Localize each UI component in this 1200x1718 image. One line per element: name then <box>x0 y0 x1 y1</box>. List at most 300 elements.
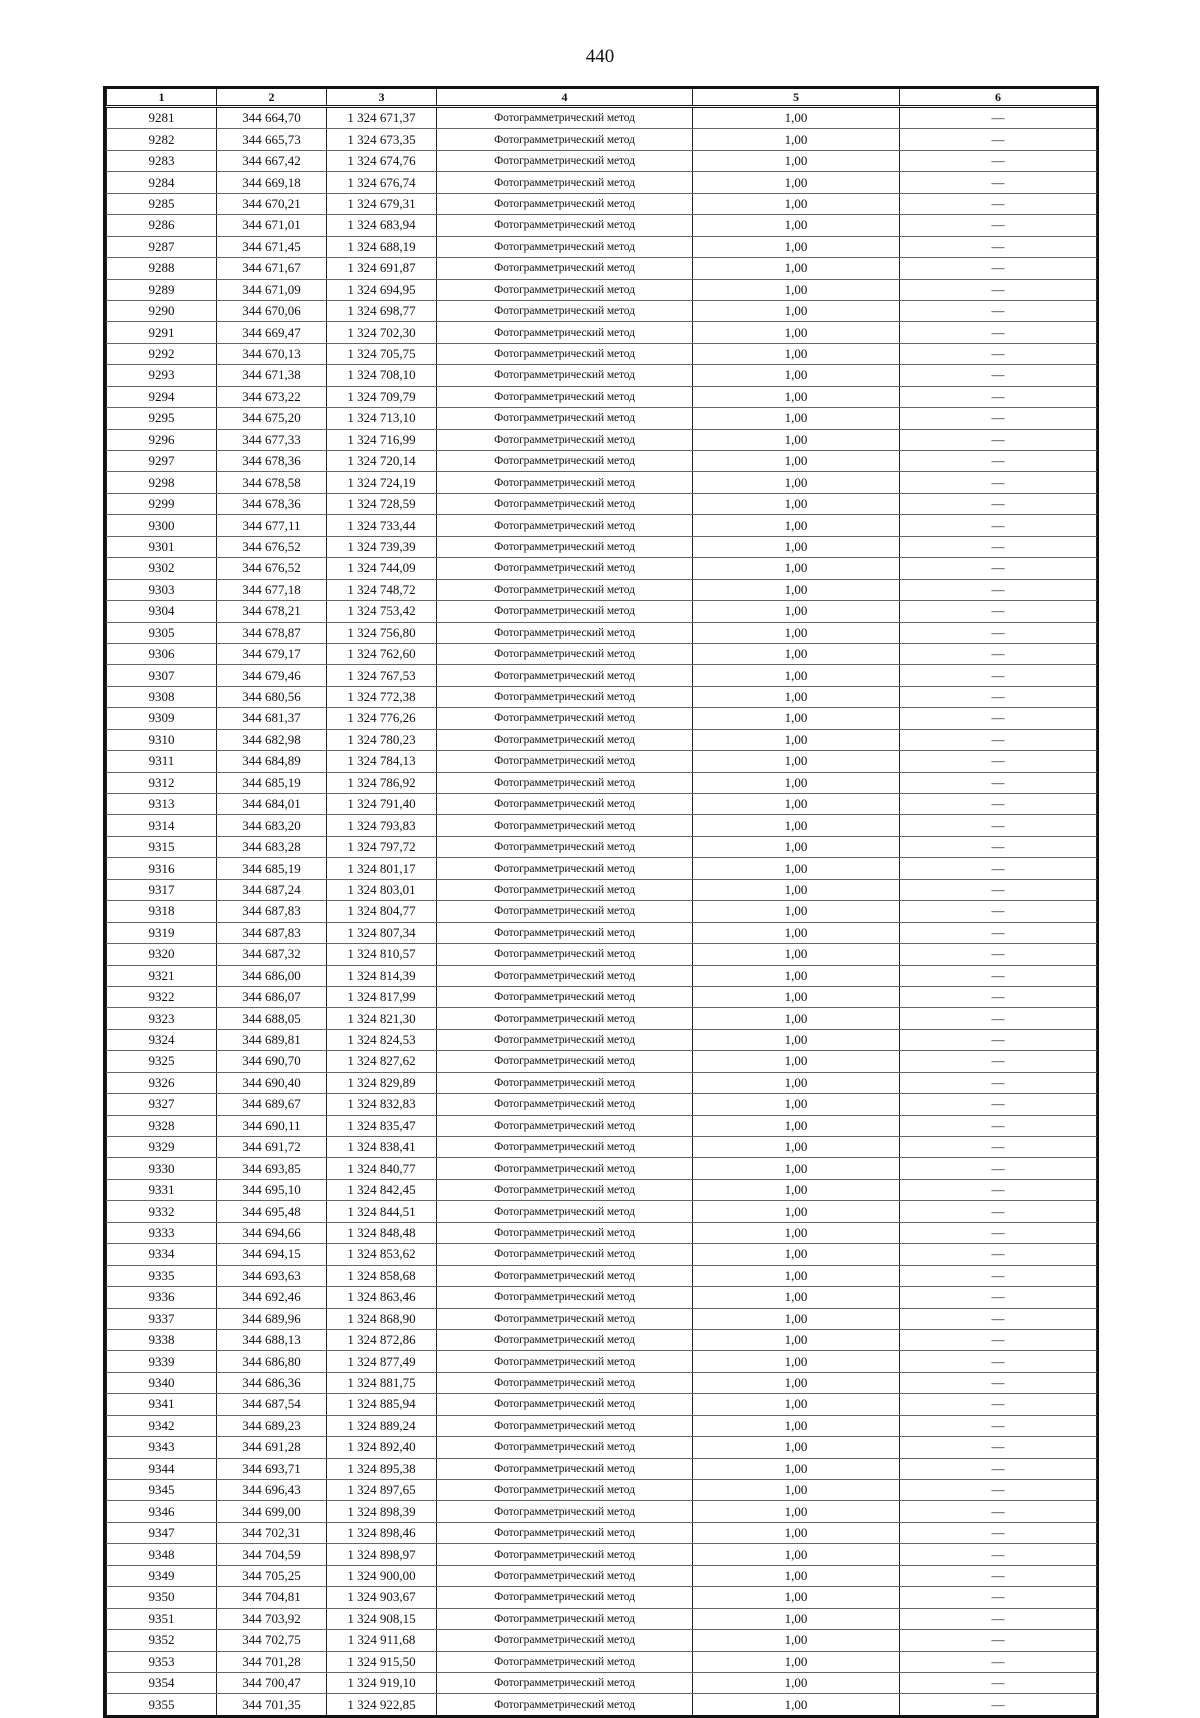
point-number-cell: 9353 <box>107 1651 217 1672</box>
method-cell: Фотограмметрический метод <box>437 1608 693 1629</box>
precision-cell: 1,00 <box>693 944 900 965</box>
point-number-cell: 9334 <box>107 1244 217 1265</box>
point-number-cell: 9313 <box>107 794 217 815</box>
table-row <box>107 944 1097 965</box>
point-number-cell: 9316 <box>107 858 217 879</box>
description-cell: — <box>900 986 1097 1007</box>
y-coordinate-cell: 1 324 898,97 <box>327 1544 437 1565</box>
precision-cell: 1,00 <box>693 901 900 922</box>
precision-cell: 1,00 <box>693 472 900 493</box>
table-row <box>107 665 1097 686</box>
method-cell: Фотограмметрический метод <box>437 279 693 300</box>
point-number-cell: 9344 <box>107 1458 217 1479</box>
method-cell: Фотограмметрический метод <box>437 858 693 879</box>
x-coordinate-cell: 344 693,85 <box>217 1158 327 1179</box>
point-number-cell: 9283 <box>107 150 217 171</box>
precision-cell: 1,00 <box>693 408 900 429</box>
y-coordinate-cell: 1 324 733,44 <box>327 515 437 536</box>
table-row <box>107 729 1097 750</box>
x-coordinate-cell: 344 703,92 <box>217 1608 327 1629</box>
x-coordinate-cell: 344 705,25 <box>217 1565 327 1586</box>
x-coordinate-cell: 344 665,73 <box>217 129 327 150</box>
method-cell: Фотограмметрический метод <box>437 1630 693 1651</box>
y-coordinate-cell: 1 324 791,40 <box>327 794 437 815</box>
point-number-cell: 9306 <box>107 643 217 664</box>
description-cell: — <box>900 815 1097 836</box>
description-cell: — <box>900 944 1097 965</box>
x-coordinate-cell: 344 670,21 <box>217 193 327 214</box>
x-coordinate-cell: 344 692,46 <box>217 1287 327 1308</box>
point-number-cell: 9286 <box>107 215 217 236</box>
method-cell: Фотограмметрический метод <box>437 686 693 707</box>
precision-cell: 1,00 <box>693 965 900 986</box>
y-coordinate-cell: 1 324 756,80 <box>327 622 437 643</box>
description-cell: — <box>900 193 1097 214</box>
table-row <box>107 1029 1097 1050</box>
x-coordinate-cell: 344 679,46 <box>217 665 327 686</box>
table-row <box>107 1072 1097 1093</box>
description-cell: — <box>900 1372 1097 1393</box>
description-cell: — <box>900 1137 1097 1158</box>
table-row <box>107 193 1097 214</box>
table-row <box>107 1415 1097 1436</box>
precision-cell: 1,00 <box>693 1608 900 1629</box>
description-cell: — <box>900 772 1097 793</box>
point-number-cell: 9324 <box>107 1029 217 1050</box>
precision-cell: 1,00 <box>693 558 900 579</box>
precision-cell: 1,00 <box>693 1008 900 1029</box>
y-coordinate-cell: 1 324 872,86 <box>327 1329 437 1350</box>
point-number-cell: 9352 <box>107 1630 217 1651</box>
column-header-3: 3 <box>327 89 437 107</box>
method-cell: Фотограмметрический метод <box>437 1179 693 1200</box>
table-row <box>107 1329 1097 1350</box>
y-coordinate-cell: 1 324 744,09 <box>327 558 437 579</box>
y-coordinate-cell: 1 324 897,65 <box>327 1480 437 1501</box>
point-number-cell: 9340 <box>107 1372 217 1393</box>
y-coordinate-cell: 1 324 683,94 <box>327 215 437 236</box>
description-cell: — <box>900 708 1097 729</box>
x-coordinate-cell: 344 669,18 <box>217 172 327 193</box>
method-cell: Фотограмметрический метод <box>437 622 693 643</box>
point-number-cell: 9295 <box>107 408 217 429</box>
x-coordinate-cell: 344 687,54 <box>217 1394 327 1415</box>
y-coordinate-cell: 1 324 801,17 <box>327 858 437 879</box>
y-coordinate-cell: 1 324 898,39 <box>327 1501 437 1522</box>
precision-cell: 1,00 <box>693 172 900 193</box>
point-number-cell: 9322 <box>107 986 217 1007</box>
table-row <box>107 815 1097 836</box>
description-cell: — <box>900 1608 1097 1629</box>
description-cell: — <box>900 1458 1097 1479</box>
precision-cell: 1,00 <box>693 1587 900 1608</box>
x-coordinate-cell: 344 687,83 <box>217 901 327 922</box>
table-header <box>107 89 1097 107</box>
table-row <box>107 1651 1097 1672</box>
description-cell: — <box>900 536 1097 557</box>
point-number-cell: 9288 <box>107 258 217 279</box>
y-coordinate-cell: 1 324 810,57 <box>327 944 437 965</box>
description-cell: — <box>900 451 1097 472</box>
point-number-cell: 9354 <box>107 1672 217 1693</box>
table-row <box>107 493 1097 514</box>
y-coordinate-cell: 1 324 903,67 <box>327 1587 437 1608</box>
precision-cell: 1,00 <box>693 879 900 900</box>
precision-cell: 1,00 <box>693 1372 900 1393</box>
table-body <box>107 107 1097 1715</box>
column-header-5: 5 <box>693 89 900 107</box>
point-number-cell: 9298 <box>107 472 217 493</box>
method-cell: Фотограмметрический метод <box>437 322 693 343</box>
description-cell: — <box>900 1201 1097 1222</box>
table-row <box>107 1394 1097 1415</box>
method-cell: Фотограмметрический метод <box>437 1072 693 1093</box>
description-cell: — <box>900 429 1097 450</box>
method-cell: Фотограмметрический метод <box>437 601 693 622</box>
x-coordinate-cell: 344 682,98 <box>217 729 327 750</box>
point-number-cell: 9310 <box>107 729 217 750</box>
method-cell: Фотограмметрический метод <box>437 1480 693 1501</box>
table-row <box>107 1115 1097 1136</box>
x-coordinate-cell: 344 673,22 <box>217 386 327 407</box>
y-coordinate-cell: 1 324 793,83 <box>327 815 437 836</box>
point-number-cell: 9315 <box>107 836 217 857</box>
table-row <box>107 1265 1097 1286</box>
y-coordinate-cell: 1 324 889,24 <box>327 1415 437 1436</box>
method-cell: Фотограмметрический метод <box>437 1351 693 1372</box>
description-cell: — <box>900 300 1097 321</box>
y-coordinate-cell: 1 324 838,41 <box>327 1137 437 1158</box>
description-cell: — <box>900 1008 1097 1029</box>
description-cell: — <box>900 858 1097 879</box>
y-coordinate-cell: 1 324 842,45 <box>327 1179 437 1200</box>
method-cell: Фотограмметрический метод <box>437 729 693 750</box>
point-number-cell: 9285 <box>107 193 217 214</box>
point-number-cell: 9328 <box>107 1115 217 1136</box>
point-number-cell: 9331 <box>107 1179 217 1200</box>
table-row <box>107 1179 1097 1200</box>
x-coordinate-cell: 344 669,47 <box>217 322 327 343</box>
x-coordinate-cell: 344 670,06 <box>217 300 327 321</box>
x-coordinate-cell: 344 686,00 <box>217 965 327 986</box>
method-cell: Фотограмметрический метод <box>437 1008 693 1029</box>
x-coordinate-cell: 344 701,35 <box>217 1694 327 1715</box>
method-cell: Фотограмметрический метод <box>437 1522 693 1543</box>
description-cell: — <box>900 665 1097 686</box>
point-number-cell: 9291 <box>107 322 217 343</box>
method-cell: Фотограмметрический метод <box>437 515 693 536</box>
precision-cell: 1,00 <box>693 215 900 236</box>
precision-cell: 1,00 <box>693 1179 900 1200</box>
method-cell: Фотограмметрический метод <box>437 1458 693 1479</box>
method-cell: Фотограмметрический метод <box>437 150 693 171</box>
table-row <box>107 107 1097 129</box>
method-cell: Фотограмметрический метод <box>437 665 693 686</box>
method-cell: Фотограмметрический метод <box>437 258 693 279</box>
x-coordinate-cell: 344 687,83 <box>217 922 327 943</box>
y-coordinate-cell: 1 324 784,13 <box>327 751 437 772</box>
description-cell: — <box>900 365 1097 386</box>
point-number-cell: 9332 <box>107 1201 217 1222</box>
precision-cell: 1,00 <box>693 729 900 750</box>
point-number-cell: 9329 <box>107 1137 217 1158</box>
y-coordinate-cell: 1 324 753,42 <box>327 601 437 622</box>
description-cell: — <box>900 686 1097 707</box>
method-cell: Фотограмметрический метод <box>437 1244 693 1265</box>
table-row <box>107 1372 1097 1393</box>
precision-cell: 1,00 <box>693 1329 900 1350</box>
table-row <box>107 279 1097 300</box>
method-cell: Фотограмметрический метод <box>437 965 693 986</box>
point-number-cell: 9355 <box>107 1694 217 1715</box>
method-cell: Фотограмметрический метод <box>437 986 693 1007</box>
table-row <box>107 515 1097 536</box>
x-coordinate-cell: 344 686,80 <box>217 1351 327 1372</box>
x-coordinate-cell: 344 687,24 <box>217 879 327 900</box>
y-coordinate-cell: 1 324 720,14 <box>327 451 437 472</box>
point-number-cell: 9351 <box>107 1608 217 1629</box>
x-coordinate-cell: 344 667,42 <box>217 150 327 171</box>
y-coordinate-cell: 1 324 827,62 <box>327 1051 437 1072</box>
description-cell: — <box>900 1029 1097 1050</box>
table-row <box>107 772 1097 793</box>
x-coordinate-cell: 344 689,67 <box>217 1094 327 1115</box>
precision-cell: 1,00 <box>693 322 900 343</box>
point-number-cell: 9333 <box>107 1222 217 1243</box>
description-cell: — <box>900 901 1097 922</box>
point-number-cell: 9317 <box>107 879 217 900</box>
precision-cell: 1,00 <box>693 1072 900 1093</box>
method-cell: Фотограмметрический метод <box>437 1672 693 1693</box>
x-coordinate-cell: 344 679,17 <box>217 643 327 664</box>
precision-cell: 1,00 <box>693 365 900 386</box>
method-cell: Фотограмметрический метод <box>437 1265 693 1286</box>
point-number-cell: 9305 <box>107 622 217 643</box>
table-row <box>107 1694 1097 1715</box>
table-row <box>107 1008 1097 1029</box>
precision-cell: 1,00 <box>693 1630 900 1651</box>
table-row <box>107 1608 1097 1629</box>
y-coordinate-cell: 1 324 803,01 <box>327 879 437 900</box>
description-cell: — <box>900 1329 1097 1350</box>
point-number-cell: 9297 <box>107 451 217 472</box>
x-coordinate-cell: 344 693,63 <box>217 1265 327 1286</box>
description-cell: — <box>900 258 1097 279</box>
precision-cell: 1,00 <box>693 429 900 450</box>
precision-cell: 1,00 <box>693 643 900 664</box>
precision-cell: 1,00 <box>693 536 900 557</box>
x-coordinate-cell: 344 693,71 <box>217 1458 327 1479</box>
y-coordinate-cell: 1 324 676,74 <box>327 172 437 193</box>
description-cell: — <box>900 215 1097 236</box>
table-row <box>107 965 1097 986</box>
description-cell: — <box>900 1051 1097 1072</box>
table-row <box>107 1137 1097 1158</box>
y-coordinate-cell: 1 324 748,72 <box>327 579 437 600</box>
method-cell: Фотограмметрический метод <box>437 107 693 129</box>
method-cell: Фотограмметрический метод <box>437 1565 693 1586</box>
y-coordinate-cell: 1 324 868,90 <box>327 1308 437 1329</box>
precision-cell: 1,00 <box>693 794 900 815</box>
x-coordinate-cell: 344 677,11 <box>217 515 327 536</box>
description-cell: — <box>900 1179 1097 1200</box>
x-coordinate-cell: 344 696,43 <box>217 1480 327 1501</box>
description-cell: — <box>900 1651 1097 1672</box>
y-coordinate-cell: 1 324 772,38 <box>327 686 437 707</box>
table-row <box>107 300 1097 321</box>
method-cell: Фотограмметрический метод <box>437 1694 693 1715</box>
method-cell: Фотограмметрический метод <box>437 451 693 472</box>
precision-cell: 1,00 <box>693 986 900 1007</box>
y-coordinate-cell: 1 324 832,83 <box>327 1094 437 1115</box>
point-number-cell: 9350 <box>107 1587 217 1608</box>
precision-cell: 1,00 <box>693 1094 900 1115</box>
y-coordinate-cell: 1 324 698,77 <box>327 300 437 321</box>
table-row <box>107 751 1097 772</box>
method-cell: Фотограмметрический метод <box>437 408 693 429</box>
precision-cell: 1,00 <box>693 751 900 772</box>
method-cell: Фотограмметрический метод <box>437 836 693 857</box>
table-row <box>107 1201 1097 1222</box>
description-cell: — <box>900 107 1097 129</box>
description-cell: — <box>900 472 1097 493</box>
table-row <box>107 258 1097 279</box>
description-cell: — <box>900 236 1097 257</box>
point-number-cell: 9330 <box>107 1158 217 1179</box>
x-coordinate-cell: 344 688,13 <box>217 1329 327 1350</box>
y-coordinate-cell: 1 324 858,68 <box>327 1265 437 1286</box>
table-row <box>107 879 1097 900</box>
method-cell: Фотограмметрический метод <box>437 1287 693 1308</box>
y-coordinate-cell: 1 324 797,72 <box>327 836 437 857</box>
y-coordinate-cell: 1 324 829,89 <box>327 1072 437 1093</box>
method-cell: Фотограмметрический метод <box>437 1051 693 1072</box>
table-row <box>107 1094 1097 1115</box>
method-cell: Фотограмметрический метод <box>437 794 693 815</box>
x-coordinate-cell: 344 680,56 <box>217 686 327 707</box>
y-coordinate-cell: 1 324 853,62 <box>327 1244 437 1265</box>
method-cell: Фотограмметрический метод <box>437 944 693 965</box>
coordinates-table <box>106 89 1097 1715</box>
table-row <box>107 472 1097 493</box>
precision-cell: 1,00 <box>693 1201 900 1222</box>
precision-cell: 1,00 <box>693 1565 900 1586</box>
description-cell: — <box>900 1565 1097 1586</box>
precision-cell: 1,00 <box>693 1694 900 1715</box>
point-number-cell: 9290 <box>107 300 217 321</box>
table-row <box>107 1308 1097 1329</box>
x-coordinate-cell: 344 685,19 <box>217 772 327 793</box>
column-header-4: 4 <box>437 89 693 107</box>
y-coordinate-cell: 1 324 786,92 <box>327 772 437 793</box>
table-row <box>107 1501 1097 1522</box>
table-row <box>107 236 1097 257</box>
table-row <box>107 643 1097 664</box>
precision-cell: 1,00 <box>693 386 900 407</box>
y-coordinate-cell: 1 324 679,31 <box>327 193 437 214</box>
precision-cell: 1,00 <box>693 343 900 364</box>
method-cell: Фотограмметрический метод <box>437 751 693 772</box>
description-cell: — <box>900 1394 1097 1415</box>
y-coordinate-cell: 1 324 688,19 <box>327 236 437 257</box>
method-cell: Фотограмметрический метод <box>437 429 693 450</box>
point-number-cell: 9325 <box>107 1051 217 1072</box>
precision-cell: 1,00 <box>693 1458 900 1479</box>
precision-cell: 1,00 <box>693 1287 900 1308</box>
y-coordinate-cell: 1 324 807,34 <box>327 922 437 943</box>
description-cell: — <box>900 579 1097 600</box>
x-coordinate-cell: 344 678,36 <box>217 493 327 514</box>
y-coordinate-cell: 1 324 817,99 <box>327 986 437 1007</box>
column-header-1: 1 <box>107 89 217 107</box>
y-coordinate-cell: 1 324 804,77 <box>327 901 437 922</box>
x-coordinate-cell: 344 694,15 <box>217 1244 327 1265</box>
method-cell: Фотограмметрический метод <box>437 193 693 214</box>
x-coordinate-cell: 344 689,23 <box>217 1415 327 1436</box>
precision-cell: 1,00 <box>693 107 900 129</box>
method-cell: Фотограмметрический метод <box>437 815 693 836</box>
x-coordinate-cell: 344 700,47 <box>217 1672 327 1693</box>
coordinates-table-frame <box>103 86 1099 1718</box>
method-cell: Фотограмметрический метод <box>437 558 693 579</box>
y-coordinate-cell: 1 324 739,39 <box>327 536 437 557</box>
method-cell: Фотограмметрический метод <box>437 1308 693 1329</box>
table-row <box>107 1522 1097 1543</box>
precision-cell: 1,00 <box>693 193 900 214</box>
y-coordinate-cell: 1 324 824,53 <box>327 1029 437 1050</box>
y-coordinate-cell: 1 324 713,10 <box>327 408 437 429</box>
x-coordinate-cell: 344 701,28 <box>217 1651 327 1672</box>
description-cell: — <box>900 1437 1097 1458</box>
precision-cell: 1,00 <box>693 451 900 472</box>
y-coordinate-cell: 1 324 776,26 <box>327 708 437 729</box>
point-number-cell: 9287 <box>107 236 217 257</box>
y-coordinate-cell: 1 324 915,50 <box>327 1651 437 1672</box>
y-coordinate-cell: 1 324 919,10 <box>327 1672 437 1693</box>
precision-cell: 1,00 <box>693 1029 900 1050</box>
table-row <box>107 1544 1097 1565</box>
table-row <box>107 129 1097 150</box>
y-coordinate-cell: 1 324 895,38 <box>327 1458 437 1479</box>
method-cell: Фотограмметрический метод <box>437 493 693 514</box>
precision-cell: 1,00 <box>693 772 900 793</box>
x-coordinate-cell: 344 683,20 <box>217 815 327 836</box>
table-row <box>107 1672 1097 1693</box>
method-cell: Фотограмметрический метод <box>437 1415 693 1436</box>
y-coordinate-cell: 1 324 898,46 <box>327 1522 437 1543</box>
x-coordinate-cell: 344 702,75 <box>217 1630 327 1651</box>
table-row <box>107 794 1097 815</box>
x-coordinate-cell: 344 671,67 <box>217 258 327 279</box>
description-cell: — <box>900 622 1097 643</box>
precision-cell: 1,00 <box>693 1437 900 1458</box>
table-row <box>107 408 1097 429</box>
description-cell: — <box>900 322 1097 343</box>
y-coordinate-cell: 1 324 780,23 <box>327 729 437 750</box>
precision-cell: 1,00 <box>693 686 900 707</box>
precision-cell: 1,00 <box>693 601 900 622</box>
precision-cell: 1,00 <box>693 1544 900 1565</box>
x-coordinate-cell: 344 671,01 <box>217 215 327 236</box>
precision-cell: 1,00 <box>693 1351 900 1372</box>
y-coordinate-cell: 1 324 705,75 <box>327 343 437 364</box>
description-cell: — <box>900 1244 1097 1265</box>
precision-cell: 1,00 <box>693 858 900 879</box>
table-row <box>107 215 1097 236</box>
description-cell: — <box>900 1480 1097 1501</box>
precision-cell: 1,00 <box>693 1415 900 1436</box>
x-coordinate-cell: 344 664,70 <box>217 107 327 129</box>
